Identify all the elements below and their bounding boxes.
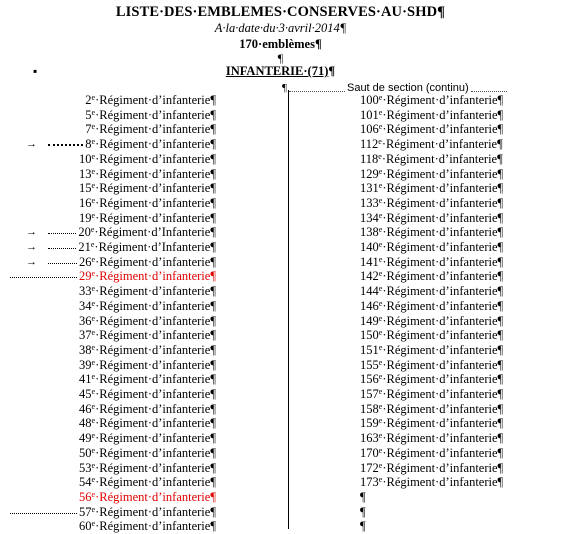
left-list-item-text: $8^e\cdot Régiment\cdot d’infanterie\P$ <box>85 137 216 152</box>
right-list-item: $142^e\cdot Régiment\cdot d’infanterie\P$ <box>360 269 504 284</box>
right-list-item: ¶ <box>360 489 366 504</box>
left-list-item <box>0 211 216 226</box>
right-list-item: ¶ <box>360 504 366 519</box>
right-list-item: $134^e\cdot Régiment\cdot d’infanterie\P$ <box>360 210 504 225</box>
left-list-item-text: $5^e\cdot Régiment\cdot d’infanterie\P$ <box>85 107 216 122</box>
tab-marker <box>0 240 100 255</box>
left-list-item-text: $38^e\cdot Régiment\cdot d’infanterie\P$ <box>79 342 216 357</box>
left-list-item <box>0 284 216 299</box>
tab-marker <box>0 269 100 284</box>
section-break-leader-left <box>289 91 345 92</box>
left-list-item <box>0 416 216 431</box>
left-list-item-text: $50^e\cdot Régiment\cdot d’infanterie\P$ <box>79 445 216 460</box>
left-list-item-text: $49^e\cdot Régiment\cdot d’infanterie\P$ <box>79 431 216 446</box>
left-list-item-text: $56^e\cdot Régiment\cdot d’infanterie\P$ <box>79 489 216 504</box>
tab-leader <box>48 248 76 249</box>
tab-marker <box>0 505 100 520</box>
right-list-item: $118^e\cdot Régiment\cdot d’infanterie\P$ <box>360 151 503 166</box>
right-list-item: $129^e\cdot Régiment\cdot d’infanterie\P$ <box>360 166 504 181</box>
left-list-item-text: $37^e\cdot Régiment\cdot d’infanterie\P$ <box>79 328 216 343</box>
tab-leader <box>48 233 76 234</box>
right-list-item: $149^e\cdot Régiment\cdot d’infanterie\P$ <box>360 313 504 328</box>
left-list-item <box>0 167 216 182</box>
column-divider <box>288 90 289 529</box>
right-list-item: $146^e\cdot Régiment\cdot d’infanterie\P$ <box>360 298 504 313</box>
right-list-item: $173^e\cdot Régiment\cdot d’infanterie\P$ <box>360 475 504 490</box>
left-list-item-text: $10^e\cdot Régiment\cdot d’infanterie\P$ <box>79 151 216 166</box>
left-list-item <box>0 475 216 490</box>
left-list-item-text: $34^e\cdot Régiment\cdot d’infanterie\P$ <box>79 298 216 313</box>
left-list-item-text: $33^e\cdot Régiment\cdot d’infanterie\P$ <box>79 284 216 299</box>
right-list-item: $151^e\cdot Régiment\cdot d’infanterie\P$ <box>360 342 504 357</box>
left-list-item-text: $2^e\cdot Régiment\cdot d’infanterie\P$ <box>85 93 216 107</box>
left-list-item-text: $26^e\cdot Régiment\cdot d’infanterie\P$ <box>79 254 216 269</box>
left-list-item-text: $54^e\cdot Régiment\cdot d’infanterie\P$ <box>79 475 216 490</box>
tab-leader <box>10 513 77 514</box>
left-list-item <box>0 431 216 446</box>
left-list-item-text: $45^e\cdot Régiment\cdot d’infanterie\P$ <box>79 387 216 401</box>
right-list-item: $138^e\cdot Régiment\cdot d’infanterie\P$ <box>360 225 504 240</box>
right-list-item: $112^e\cdot Régiment\cdot d’infanterie\P$ <box>360 137 503 152</box>
left-list-item-text: $16^e\cdot Régiment\cdot d’infanterie\P$ <box>79 195 216 210</box>
paragraph-mark: ¶ <box>277 51 284 65</box>
right-list-item: $170^e\cdot Régiment\cdot d’infanterie\P$ <box>360 445 504 460</box>
right-list-item: $158^e\cdot Régiment\cdot d’infanterie\P$ <box>360 401 504 416</box>
tab-arrow-icon: → <box>26 241 37 253</box>
section-heading <box>0 64 561 79</box>
left-list-item-text: $19^e\cdot Régiment\cdot d’infanterie\P$ <box>79 210 216 225</box>
document-title: LISTE·DES·EMBLEMES·CONSERVES·AU·SHD¶ <box>115 4 446 20</box>
right-list-item: $155^e\cdot Régiment\cdot d’infanterie\P$ <box>360 357 504 372</box>
left-list-item-text: $20^e\cdot Régiment\cdot d’Infanterie\P$ <box>78 225 216 240</box>
left-list-item-text: $57^e\cdot Régiment\cdot d’infanterie\P$ <box>79 504 216 519</box>
left-list-item-text: $39^e\cdot Régiment\cdot d’infanterie\P$ <box>79 357 216 372</box>
left-list-item <box>0 343 216 358</box>
right-list-item: $100^e\cdot Régiment\cdot d’infanterie\P$ <box>360 93 504 107</box>
left-list-item <box>0 108 216 123</box>
section-heading-text: INFANTERIE·(71) <box>225 64 329 78</box>
right-list-item: $133^e\cdot Régiment\cdot d’infanterie\P$ <box>360 195 504 210</box>
left-list-item <box>0 181 216 196</box>
tab-leader <box>48 263 77 264</box>
left-list-item <box>0 328 216 343</box>
left-list-item-text: $21^e\cdot Régiment\cdot d’Infanterie\P$ <box>78 240 216 254</box>
left-list-item <box>0 299 216 314</box>
tab-arrow-icon: → <box>26 138 37 151</box>
right-list-item: $140^e\cdot Régiment\cdot d’infanterie\P$ <box>360 240 504 254</box>
left-list-item <box>0 314 216 329</box>
left-list-item <box>0 387 216 402</box>
tab-marker <box>0 225 100 240</box>
left-list-item <box>0 402 216 417</box>
bullet-icon: ▪ <box>33 64 38 78</box>
right-list-item: $150^e\cdot Régiment\cdot d’infanterie\P$ <box>360 328 504 343</box>
right-list-item: $131^e\cdot Régiment\cdot d’infanterie\P$ <box>360 181 504 196</box>
tab-arrow-icon: → <box>26 255 37 268</box>
left-list-item <box>0 93 216 108</box>
document-date: A·la·date·du·3·avril·2014¶ <box>214 21 347 35</box>
section-heading-mark: ¶ <box>328 64 336 78</box>
left-list-item-text: $60^e\cdot Régiment\cdot d’infanterie\P$ <box>79 519 216 534</box>
left-list-item-text: $48^e\cdot Régiment\cdot d’infanterie\P$ <box>79 416 216 431</box>
right-list-item: $159^e\cdot Régiment\cdot d’infanterie\P$ <box>360 416 504 431</box>
tab-marker <box>0 255 100 270</box>
right-list-item: $144^e\cdot Régiment\cdot d’infanterie\P$ <box>360 284 504 299</box>
left-list-item-text: $15^e\cdot Régiment\cdot d’infanterie\P$ <box>79 181 216 196</box>
section-break-leader-right <box>471 91 507 92</box>
left-list-item <box>0 196 216 211</box>
left-list-item-text: $46^e\cdot Régiment\cdot d’infanterie\P$ <box>79 401 216 416</box>
section-break-label: Saut de section (continu) <box>346 82 469 94</box>
left-list-item <box>0 372 216 387</box>
right-list-item: $163^e\cdot Régiment\cdot d’infanterie\P$ <box>360 431 504 446</box>
emblem-count: 170·emblèmes¶ <box>239 37 322 51</box>
right-list-item: $106^e\cdot Régiment\cdot d’infanterie\P$ <box>360 122 504 137</box>
left-list-item-text: $7^e\cdot Régiment\cdot d’infanterie\P$ <box>85 122 216 137</box>
tab-leader <box>10 277 77 278</box>
tab-marker <box>0 137 100 152</box>
right-list-item: $157^e\cdot Régiment\cdot d’infanterie\P$ <box>360 387 504 401</box>
left-list-item-text: $13^e\cdot Régiment\cdot d’infanterie\P$ <box>79 166 216 181</box>
section-break-mark: ¶ <box>282 82 287 94</box>
left-list-item <box>0 519 216 534</box>
left-list-item <box>0 122 216 137</box>
left-list-item <box>0 152 216 167</box>
tab-arrow-icon: → <box>26 226 37 239</box>
right-list-item: $156^e\cdot Régiment\cdot d’infanterie\P$ <box>360 372 504 387</box>
left-list-item <box>0 461 216 476</box>
right-list-item: $172^e\cdot Régiment\cdot d’infanterie\P$ <box>360 460 504 475</box>
left-list-item-text: $29^e\cdot Régiment\cdot d’infanterie\P$ <box>79 269 216 284</box>
left-list-item <box>0 490 216 505</box>
left-list-item <box>0 446 216 461</box>
right-list-item: ¶ <box>360 519 366 534</box>
left-list-item-text: $53^e\cdot Régiment\cdot d’infanterie\P$ <box>79 460 216 475</box>
right-list-item: $141^e\cdot Régiment\cdot d’infanterie\P$ <box>360 254 504 269</box>
left-list-item-text: $41^e\cdot Régiment\cdot d’infanterie\P$ <box>79 372 216 387</box>
right-list-item: $101^e\cdot Régiment\cdot d’infanterie\P$ <box>360 107 504 122</box>
tab-leader <box>48 144 83 146</box>
left-list-item <box>0 358 216 373</box>
left-list-item-text: $36^e\cdot Régiment\cdot d’infanterie\P$ <box>79 313 216 328</box>
